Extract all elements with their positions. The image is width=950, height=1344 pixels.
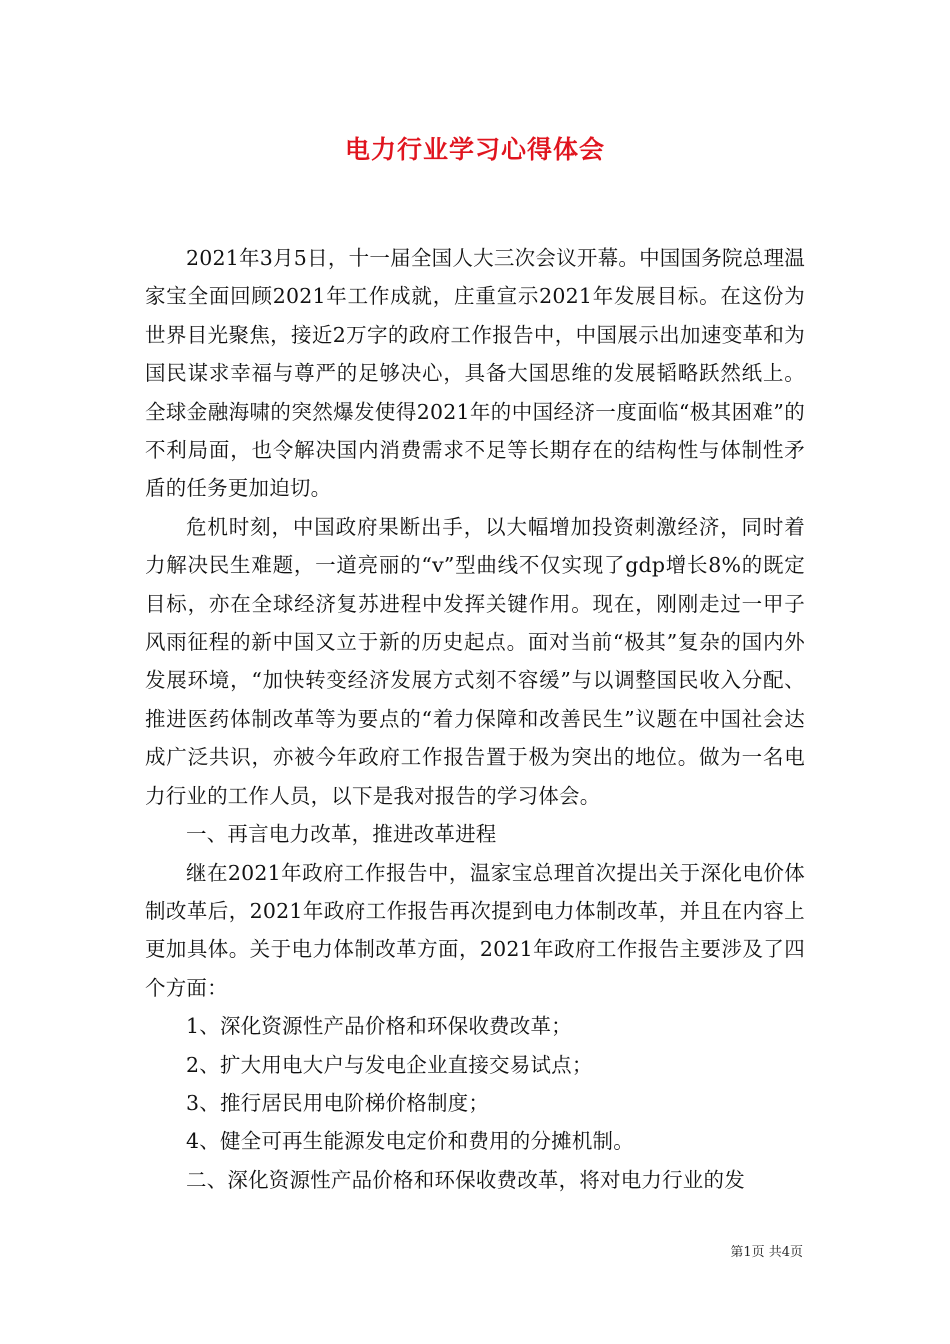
list-item: 2、扩大用电大户与发电企业直接交易试点； <box>186 1052 593 1077</box>
section-heading: 二、深化资源性产品价格和环保收费改革，将对电力行业的发 <box>186 1167 745 1192</box>
list-item: 1、深化资源性产品价格和环保收费改革； <box>186 1014 572 1039</box>
document-body <box>145 239 805 1199</box>
paragraph: 危机时刻，中国政府果断出手，以大幅增加投资刺激经济，同时着力解决民生难题，一道亮丽的“v”型曲线不仅实现了gdp增长8%的既定目标，亦在全球经济复苏进程中发挥关键作用。现在，刚刚走过一甲子风雨征程的新中国又立于新的历史起点。面对当前“极其”复杂的国内外发展环境，“加快转变经济发展方式刻不容缓”与以调整国民收入分配、推进医药体制改革等为要点的“着力保障和改善民生”议题在中国社会达成广泛共识，亦被今年政府工作报告置于极为突出的地位。做为一名电力行业的工作人员，以下是我对报告的学习体会。 <box>145 514 805 808</box>
list-item: 4、健全可再生能源发电定价和费用的分摊机制。 <box>186 1129 634 1154</box>
paragraph: 2021年3月5日，十一届全国人大三次会议开幕。中国国务院总理温家宝全面回顾2021年工作成就，庄重宣示2021年发展目标。在这份为世界目光聚焦，接近2万字的政府工作报告中，中国展示出加速变革和为国民谋求幸福与尊严的足够决心，具备大国思维的发展韬略跃然纸上。全球金融海啸的突然爆发使得2021年的中国经济一度面临“极其困难”的不利局面，也令解决国内消费需求不足等长期存在的结构性与体制性矛盾的任务更加迫切。 <box>145 246 805 501</box>
page-number: 第1页 共4页 <box>730 1245 803 1260</box>
section-heading: 一、再言电力改革，推进改革进程 <box>186 822 497 847</box>
list-item: 3、推行居民用电阶梯价格制度； <box>186 1090 490 1115</box>
paragraph: 继在2021年政府工作报告中，温家宝总理首次提出关于深化电价体制改革后，2021年政府工作报告再次提到电力体制改革，并且在内容上更加具体。关于电力体制改革方面，2021年政府工作报告主要涉及了四个方面： <box>145 860 805 1000</box>
document-title: 电力行业学习心得体会 <box>344 135 605 164</box>
